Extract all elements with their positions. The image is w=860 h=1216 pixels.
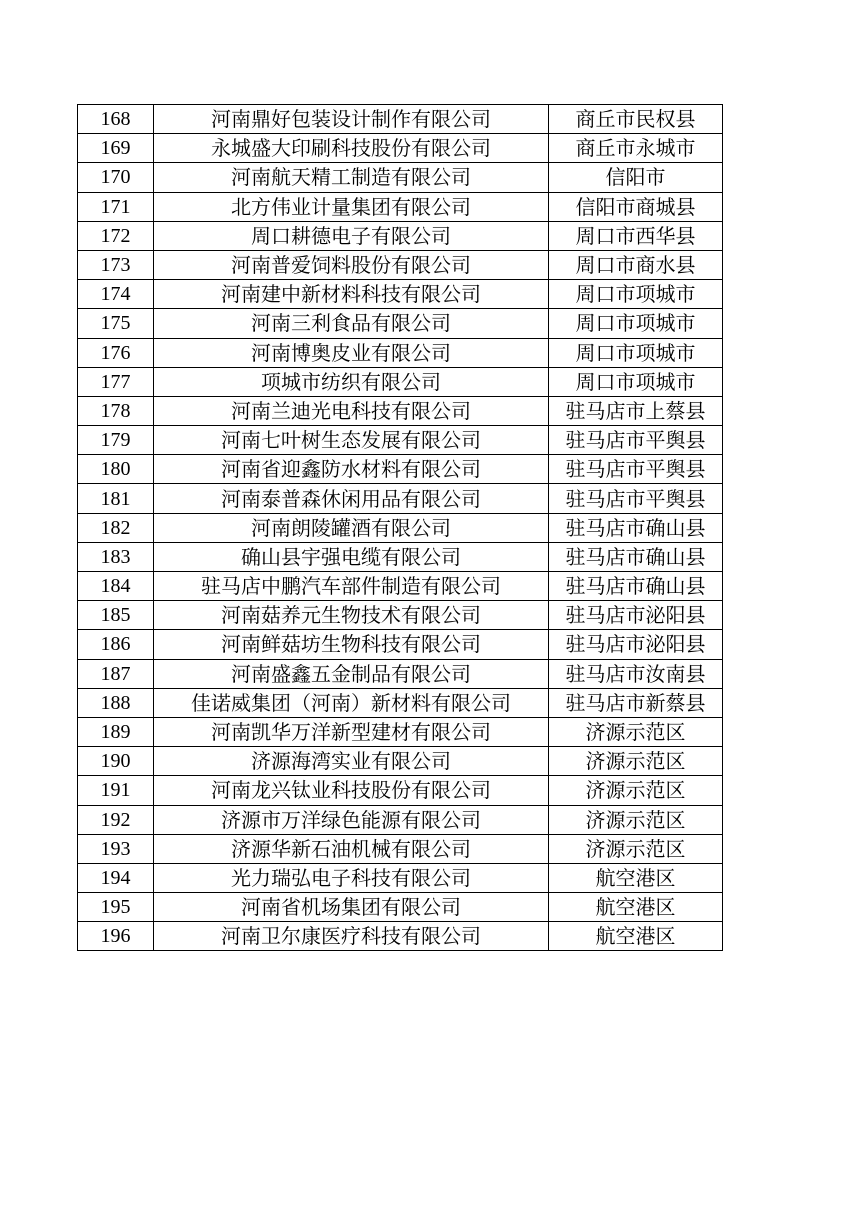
region-cell: 驻马店市确山县: [549, 572, 723, 601]
company-name-cell: 河南省迎鑫防水材料有限公司: [154, 455, 549, 484]
company-name-cell: 项城市纺织有限公司: [154, 367, 549, 396]
row-number-cell: 172: [78, 221, 154, 250]
company-name-cell: 济源市万洋绿色能源有限公司: [154, 805, 549, 834]
company-name-cell: 河南龙兴钛业科技股份有限公司: [154, 776, 549, 805]
region-cell: 航空港区: [549, 893, 723, 922]
row-number-cell: 193: [78, 834, 154, 863]
table-row: [78, 426, 723, 455]
company-name-cell: 河南菇养元生物技术有限公司: [154, 601, 549, 630]
region-cell: 驻马店市平舆县: [549, 455, 723, 484]
company-name-cell: 河南三利食品有限公司: [154, 309, 549, 338]
row-number-cell: 195: [78, 893, 154, 922]
region-cell: 周口市项城市: [549, 338, 723, 367]
row-number-cell: 196: [78, 922, 154, 951]
company-name-cell: 济源海湾实业有限公司: [154, 747, 549, 776]
table-row: [78, 309, 723, 338]
row-number-cell: 174: [78, 280, 154, 309]
row-number-cell: 192: [78, 805, 154, 834]
table-row: [78, 805, 723, 834]
company-name-cell: 河南卫尔康医疗科技有限公司: [154, 922, 549, 951]
table-row: [78, 659, 723, 688]
company-name-cell: 河南鲜菇坊生物科技有限公司: [154, 630, 549, 659]
row-number-cell: 191: [78, 776, 154, 805]
table-row: [78, 601, 723, 630]
table-row: [78, 367, 723, 396]
region-cell: 济源示范区: [549, 717, 723, 746]
region-cell: 驻马店市泌阳县: [549, 630, 723, 659]
company-name-cell: 河南建中新材料科技有限公司: [154, 280, 549, 309]
region-cell: 驻马店市确山县: [549, 542, 723, 571]
table-row: [78, 688, 723, 717]
company-name-cell: 确山县宇强电缆有限公司: [154, 542, 549, 571]
row-number-cell: 183: [78, 542, 154, 571]
table-row: [78, 513, 723, 542]
table-row: [78, 542, 723, 571]
region-cell: 驻马店市平舆县: [549, 484, 723, 513]
company-name-cell: 河南航天精工制造有限公司: [154, 163, 549, 192]
region-cell: 航空港区: [549, 922, 723, 951]
row-number-cell: 187: [78, 659, 154, 688]
region-cell: 驻马店市汝南县: [549, 659, 723, 688]
row-number-cell: 186: [78, 630, 154, 659]
table-row: [78, 893, 723, 922]
region-cell: 济源示范区: [549, 747, 723, 776]
table-row: [78, 105, 723, 134]
row-number-cell: 190: [78, 747, 154, 776]
company-name-cell: 河南省机场集团有限公司: [154, 893, 549, 922]
row-number-cell: 180: [78, 455, 154, 484]
region-cell: 周口市西华县: [549, 221, 723, 250]
region-cell: 周口市项城市: [549, 309, 723, 338]
row-number-cell: 176: [78, 338, 154, 367]
row-number-cell: 188: [78, 688, 154, 717]
company-name-cell: 河南七叶树生态发展有限公司: [154, 426, 549, 455]
region-cell: 信阳市: [549, 163, 723, 192]
region-cell: 周口市项城市: [549, 367, 723, 396]
company-name-cell: 济源华新石油机械有限公司: [154, 834, 549, 863]
row-number-cell: 194: [78, 863, 154, 892]
table-row: [78, 922, 723, 951]
row-number-cell: 179: [78, 426, 154, 455]
region-cell: 济源示范区: [549, 776, 723, 805]
table-row: [78, 776, 723, 805]
region-cell: 商丘市民权县: [549, 105, 723, 134]
company-name-cell: 河南鼎好包装设计制作有限公司: [154, 105, 549, 134]
row-number-cell: 171: [78, 192, 154, 221]
company-name-cell: 河南泰普森休闲用品有限公司: [154, 484, 549, 513]
region-cell: 济源示范区: [549, 834, 723, 863]
table-row: [78, 484, 723, 513]
row-number-cell: 170: [78, 163, 154, 192]
company-name-cell: 河南凯华万洋新型建材有限公司: [154, 717, 549, 746]
table-row: [78, 221, 723, 250]
company-table-body: [78, 105, 723, 951]
table-row: [78, 455, 723, 484]
region-cell: 驻马店市确山县: [549, 513, 723, 542]
table-row: [78, 747, 723, 776]
row-number-cell: 175: [78, 309, 154, 338]
table-row: [78, 396, 723, 425]
table-row: [78, 250, 723, 279]
company-name-cell: 佳诺威集团（河南）新材料有限公司: [154, 688, 549, 717]
company-name-cell: 永城盛大印刷科技股份有限公司: [154, 134, 549, 163]
row-number-cell: 177: [78, 367, 154, 396]
region-cell: 驻马店市新蔡县: [549, 688, 723, 717]
company-name-cell: 河南盛鑫五金制品有限公司: [154, 659, 549, 688]
row-number-cell: 169: [78, 134, 154, 163]
company-name-cell: 河南朗陵罐酒有限公司: [154, 513, 549, 542]
row-number-cell: 182: [78, 513, 154, 542]
row-number-cell: 185: [78, 601, 154, 630]
region-cell: 航空港区: [549, 863, 723, 892]
row-number-cell: 168: [78, 105, 154, 134]
company-name-cell: 河南博奥皮业有限公司: [154, 338, 549, 367]
table-row: [78, 834, 723, 863]
region-cell: 驻马店市泌阳县: [549, 601, 723, 630]
table-row: [78, 572, 723, 601]
table-row: [78, 163, 723, 192]
table-row: [78, 338, 723, 367]
row-number-cell: 181: [78, 484, 154, 513]
region-cell: 周口市商水县: [549, 250, 723, 279]
row-number-cell: 173: [78, 250, 154, 279]
table-row: [78, 280, 723, 309]
region-cell: 信阳市商城县: [549, 192, 723, 221]
region-cell: 驻马店市平舆县: [549, 426, 723, 455]
table-row: [78, 192, 723, 221]
row-number-cell: 178: [78, 396, 154, 425]
region-cell: 商丘市永城市: [549, 134, 723, 163]
table-row: [78, 863, 723, 892]
company-name-cell: 周口耕德电子有限公司: [154, 221, 549, 250]
company-name-cell: 河南兰迪光电科技有限公司: [154, 396, 549, 425]
table-row: [78, 134, 723, 163]
table-row: [78, 717, 723, 746]
region-cell: 济源示范区: [549, 805, 723, 834]
row-number-cell: 189: [78, 717, 154, 746]
region-cell: 驻马店市上蔡县: [549, 396, 723, 425]
company-table: [77, 104, 723, 951]
row-number-cell: 184: [78, 572, 154, 601]
table-row: [78, 630, 723, 659]
company-name-cell: 驻马店中鹏汽车部件制造有限公司: [154, 572, 549, 601]
company-name-cell: 光力瑞弘电子科技有限公司: [154, 863, 549, 892]
company-name-cell: 河南普爱饲料股份有限公司: [154, 250, 549, 279]
region-cell: 周口市项城市: [549, 280, 723, 309]
company-name-cell: 北方伟业计量集团有限公司: [154, 192, 549, 221]
